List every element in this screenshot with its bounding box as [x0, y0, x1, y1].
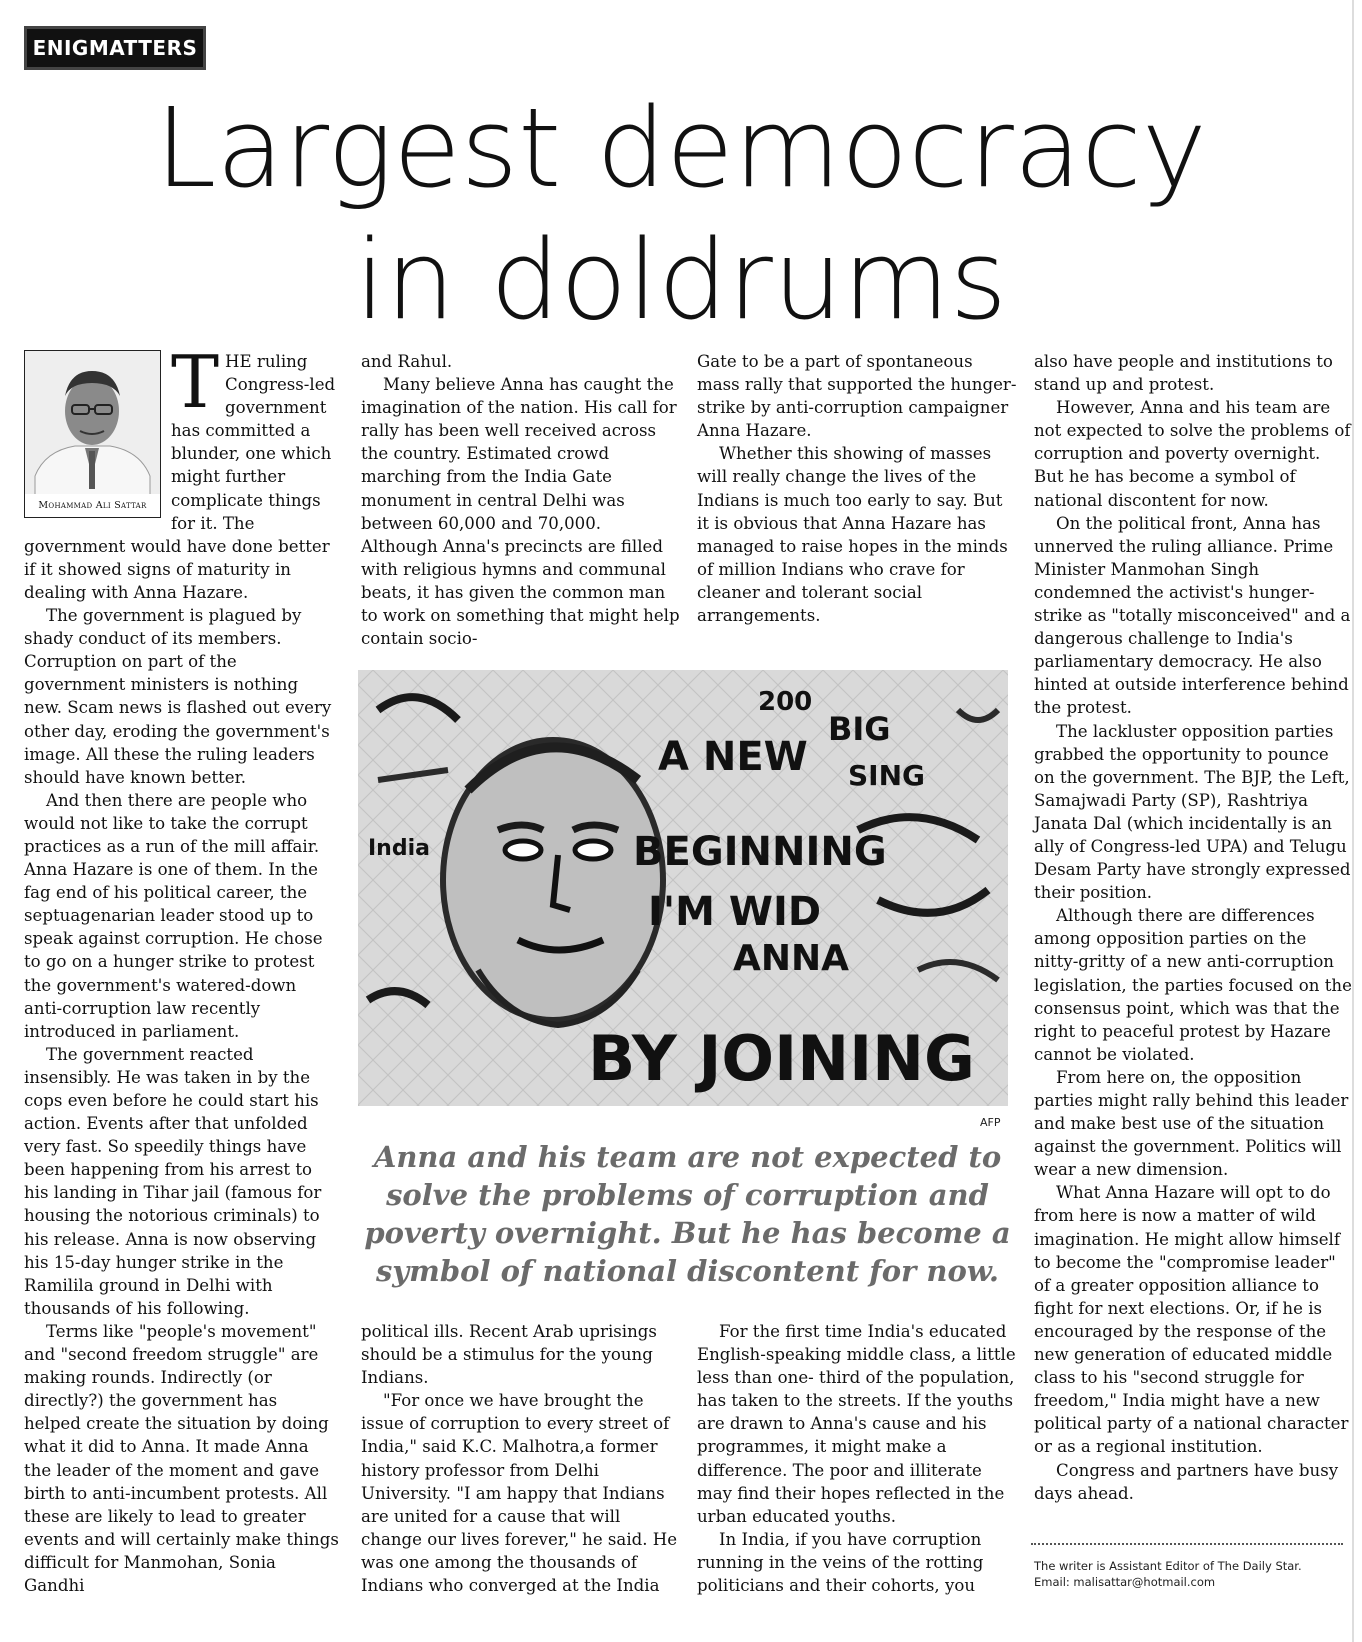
graffiti-wall-image	[358, 670, 1008, 1106]
col2-bottom-paragraph-1: political ills. Recent Arab uprisings should be a stimulus for the young Indians.	[361, 1322, 657, 1388]
col3-paragraph-2: Whether this showing of masses will really change the lives of the Indians is much too early to say. But it is obvious that Anna Hazare has managed to raise hopes in the minds of million Indians who crave for cleaner and tolerant social arrangements.	[697, 444, 1008, 626]
footnote-email: Email: malisattar@hotmail.com	[1034, 1575, 1216, 1589]
col1-paragraph-3: And then there are people who would not like to take the corrupt practices as a run of the mill affair. Anna Hazare is one of them. In the fag end of his political career, the septuagenarian leader stood up to speak against corruption. He chose to go on a hunger strike to protest the government's watered-down anti-corruption law recently introduced in parliament.	[24, 790, 323, 1041]
col4-paragraph-6: From here on, the opposition parties might rally behind this leader and make best use of the situation against the government. Politics will wear a new dimension.	[1034, 1067, 1349, 1180]
author-photo	[24, 350, 161, 518]
col4-paragraph-1: also have people and institutions to stand up and protest.	[1034, 352, 1333, 395]
col4-paragraph-8: Congress and partners have busy days ahead.	[1034, 1460, 1339, 1503]
graffiti-text-india: India	[368, 836, 430, 861]
col2-paragraph-2: Many believe Anna has caught the imagination of the nation. His call for rally has been well received across the country. Estimated crowd marching from the India Gate monument in central Delhi was between 60,000 and 70,000. Although Anna's precincts are filled with religious hymns and communal beats, it has given the common man to work on something that might help contain socio-	[361, 375, 680, 649]
footnote-divider	[1031, 1543, 1343, 1545]
headline	[0, 82, 1362, 346]
graffiti-photo	[358, 670, 1008, 1106]
graffiti-text-200: 200	[758, 687, 813, 717]
footnote-line-1: The writer is Assistant Editor of The Daily Star.	[1034, 1559, 1302, 1573]
col4-paragraph-3: On the political front, Anna has unnerved the ruling alliance. Prime Minister Manmohan Singh condemned the activist's hunger-strike as "totally misconceived" and a dangerous challenge to India's parliamentary democracy. He also hinted at outside interference behind the protest.	[1034, 513, 1351, 718]
photo-credit: AFP	[980, 1116, 1001, 1129]
page-edge	[1352, 0, 1354, 1642]
col4-paragraph-5: Although there are differences among opposition parties on the nitty-gritty of a new anti-corruption legislation, the parties focused on the consensus point, which was that the right to peaceful protest by Hazare cannot be violated.	[1034, 906, 1352, 1064]
drop-cap: T	[171, 340, 220, 424]
col3-paragraph-1: Gate to be a part of spontaneous mass rally that supported the hunger-strike by anti-corruption campaigner Anna Hazare.	[697, 352, 1017, 441]
col1-paragraph-5: Terms like "people's movement" and "second freedom struggle" are making rounds. Indirectly (or directly?) the government has helped create the situation by doing what it did to Anna. It made Anna the leader of the moment and gave birth to anti-incumbent protests. All these are likely to lead to greater events and will certainly make things difficult for Manmohan, Sonia Gandhi	[24, 1321, 339, 1595]
author-footnote	[1034, 1558, 1354, 1590]
graffiti-text-joining: BY JOINING	[588, 1022, 975, 1095]
headline-line-1: Largest democracy	[155, 84, 1207, 212]
author-byline: Mohammad Ali Sattar	[25, 494, 160, 517]
section-label: ENIGMATTERS	[24, 26, 206, 70]
column-2-bottom	[361, 1320, 681, 1597]
headline-line-2: in doldrums	[354, 216, 1008, 344]
col4-paragraph-7: What Anna Hazare will opt to do from here is now a matter of wild imagination. He might allow himself to become the "compromise leader" of a greater opposition alliance to fight for next elections. Or, if he is encouraged by the response of the new generation of educated middle class to his "second struggle for freedom," India might have a new political party of a national character or as a regional institution.	[1034, 1183, 1349, 1457]
col1-paragraph-2: The government is plagued by shady conduct of its members. Corruption on part of the government ministers is nothing new. Scam news is flashed out every other day, eroding the government's image. All these the ruling leaders should have known better.	[24, 606, 332, 787]
graffiti-text-new: A NEW	[658, 734, 808, 780]
graffiti-text-big: BIG	[828, 710, 891, 748]
col3-bottom-paragraph-1: For the first time India's educated English-speaking middle class, a little less than one- third of the population, has taken to the streets. If the youths are drawn to Anna's cause and his programmes, it might make a difference. The poor and illiterate may find their hopes reflected in the urban educated youths.	[697, 1322, 1016, 1526]
graffiti-text-wid: I'M WID	[648, 889, 822, 935]
col1-paragraph-1: HE ruling Congress-led government has committed a blunder, one which might further complicate things for it. The government would have done better if it showed signs of maturity in dealing with Anna Hazare.	[24, 352, 336, 602]
column-2-top	[361, 350, 681, 650]
column-3-bottom	[697, 1320, 1017, 1597]
col2-paragraph-1: and Rahul.	[361, 352, 453, 371]
column-1	[24, 340, 339, 1597]
col4-paragraph-4: The lackluster opposition parties grabbed the opportunity to pounce on the government. The BJP, the Left, Samajwadi Party (SP), Rashtriya Janata Dal (which incidentally is an ally of Congress-led UPA) and Telugu Desam Party have strongly expressed their position.	[1034, 721, 1351, 903]
column-4	[1034, 350, 1352, 1505]
col4-paragraph-2: However, Anna and his team are not expected to solve the problems of corruption and poverty overnight. But he has become a symbol of national discontent for now.	[1034, 398, 1351, 510]
graffiti-text-sing: SING	[848, 759, 925, 792]
pull-quote: Anna and his team are not expected to solve the problems of corruption and poverty overnight. But he has become a symbol of national discontent for now.	[364, 1140, 1011, 1288]
graffiti-text-beginning: BEGINNING	[633, 829, 887, 875]
graffiti-text-anna: ANNA	[733, 938, 849, 979]
col3-bottom-paragraph-2: In India, if you have corruption running in the veins of the rotting politicians and their cohorts, you	[697, 1529, 984, 1596]
author-portrait-icon	[25, 351, 160, 501]
column-3-top	[697, 350, 1017, 627]
col2-bottom-paragraph-2: "For once we have brought the issue of corruption to every street of India," said K.C. Malhotra,a former history professor from Delhi University. "I am happy that Indians are united for a cause that will change our lives forever," he said. He was one among the thousands of Indians who converged at the India	[361, 1391, 678, 1596]
col1-paragraph-4: The government reacted insensibly. He was taken in by the cops even before he could start his action. Events after that unfolded very fast. So speedily things have been happening from his arrest to his landing in Tihar jail (famous for housing the notorious criminals) to his release. Anna is now observing his 15-day hunger strike in the Ramilila ground in Delhi with thousands of his following.	[24, 1044, 322, 1318]
